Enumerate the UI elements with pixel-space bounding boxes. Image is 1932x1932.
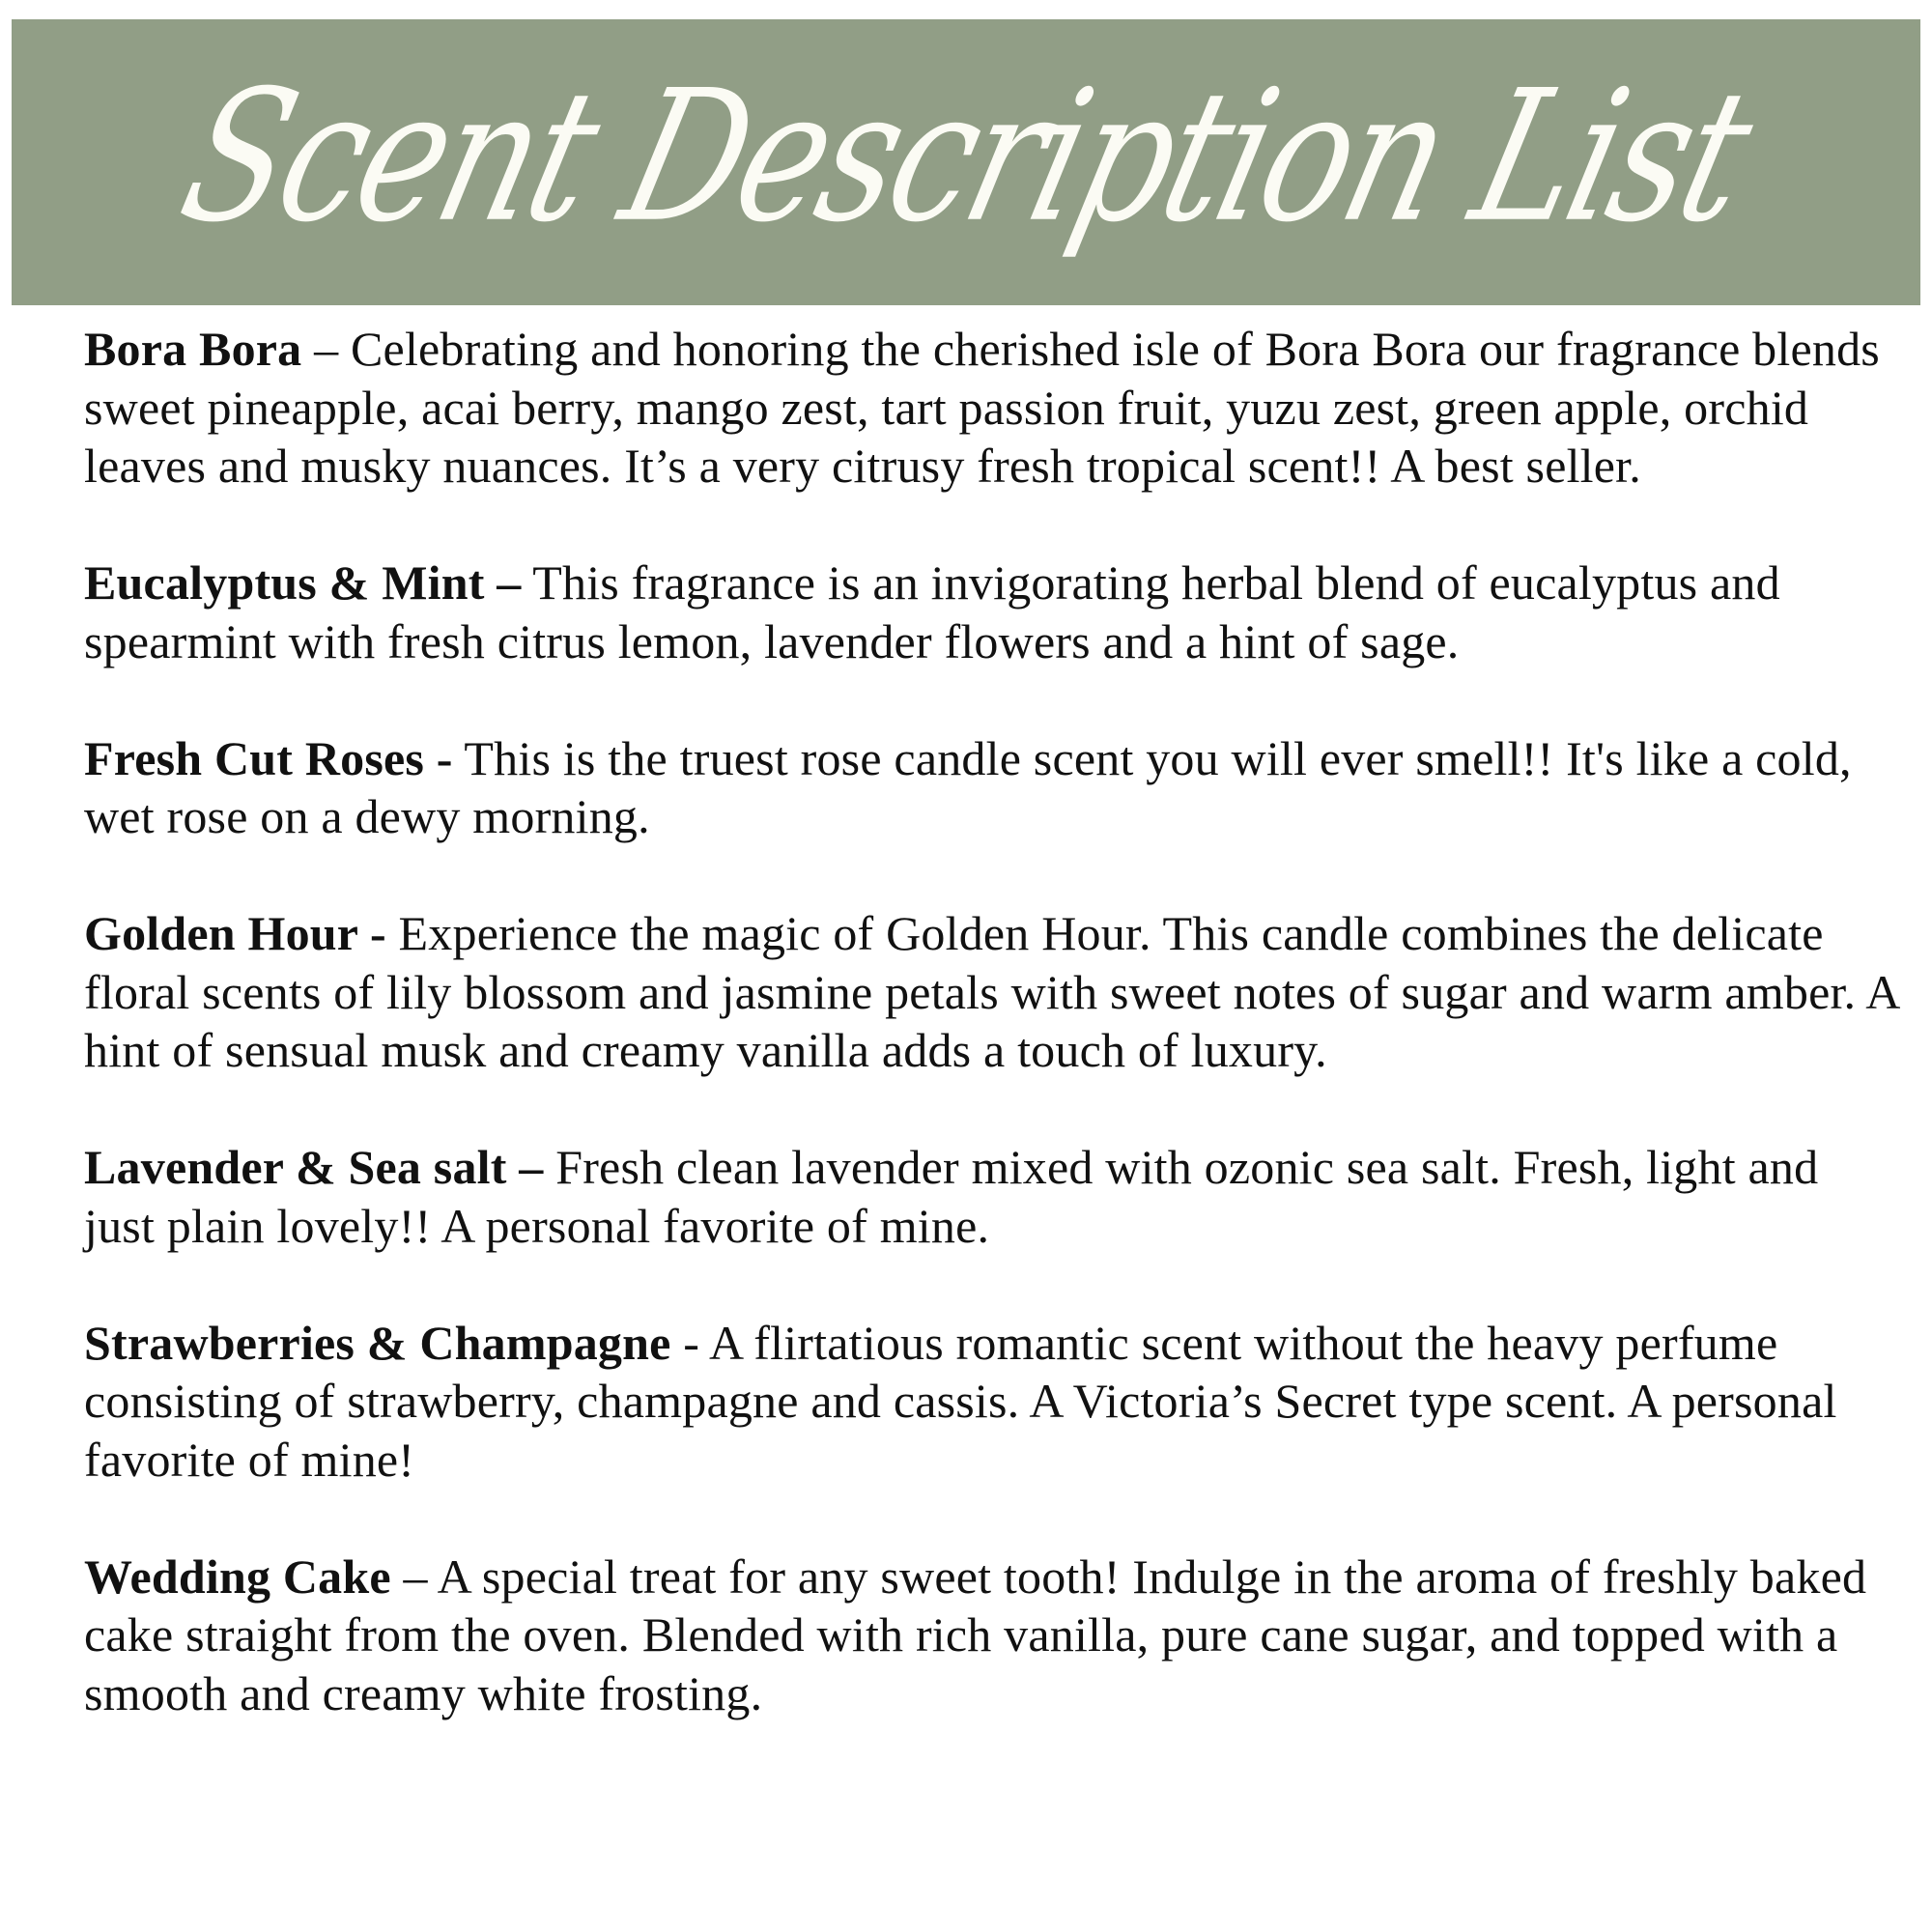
- scent-item-bora-bora: [84, 320, 1900, 496]
- scent-description: A flirtatious romantic scent without the heavy perfume consisting of strawberry, champagne and cassis. A Victoria’s Secret type scent. A personal favorite of mine!: [84, 1315, 1837, 1487]
- scent-separator: -: [670, 1315, 710, 1370]
- scent-separator: [386, 906, 399, 960]
- header-banner: [12, 19, 1920, 305]
- scent-item-wedding-cake: [84, 1548, 1900, 1723]
- scent-name: Eucalyptus & Mint –: [84, 555, 522, 610]
- scent-list: [84, 320, 1900, 1722]
- scent-separator: [453, 731, 465, 785]
- scent-item-lavender-sea-salt: [84, 1138, 1900, 1255]
- scent-item-golden-hour: [84, 904, 1900, 1080]
- scent-description: This is the truest rose candle scent you will ever smell!! It's like a cold, wet rose on a dewy morning.: [84, 730, 1852, 843]
- scent-description: A special treat for any sweet tooth! Indulge in the aroma of freshly baked cake straight from the oven. Blended with rich vanilla, pure cane sugar, and topped with a smooth and creamy white frosting.: [84, 1548, 1867, 1720]
- scent-separator: –: [301, 322, 351, 376]
- scent-description: Celebrating and honoring the cherished isle of Bora Bora our fragrance blends sweet pineapple, acai berry, mango zest, tart passion fruit, yuzu zest, green apple, orchid leaves and musky nuances. It’s a very citrusy fresh tropical scent!! A best seller.: [84, 322, 1880, 493]
- scent-item-fresh-cut-roses: [84, 729, 1900, 846]
- scent-name: Fresh Cut Roses -: [84, 730, 453, 785]
- page-title: Scent Description List: [164, 52, 1768, 263]
- scent-item-strawberries-champagne: [84, 1314, 1900, 1490]
- scent-separator: [544, 1140, 556, 1194]
- scent-name: Wedding Cake: [84, 1548, 391, 1604]
- scent-name: Strawberries & Champagne: [84, 1315, 671, 1370]
- scent-separator: –: [390, 1548, 438, 1604]
- scent-item-eucalyptus-mint: [84, 554, 1900, 670]
- scent-name: Bora Bora: [84, 322, 302, 376]
- scent-description: Fresh clean lavender mixed with ozonic sea salt. Fresh, light and just plain lovely!! A personal favorite of mine.: [84, 1140, 1819, 1253]
- scent-description: This fragrance is an invigorating herbal blend of eucalyptus and spearmint with fresh citrus lemon, lavender flowers and a hint of sage.: [84, 555, 1780, 668]
- scent-name: Golden Hour -: [84, 906, 386, 960]
- scent-name: Lavender & Sea salt –: [84, 1140, 544, 1194]
- scent-separator: [521, 555, 532, 610]
- scent-description: Experience the magic of Golden Hour. This candle combines the delicate floral scents of lily blossom and jasmine petals with sweet notes of sugar and warm amber. A hint of sensual musk and creamy vanilla adds a touch of luxury.: [84, 906, 1898, 1077]
